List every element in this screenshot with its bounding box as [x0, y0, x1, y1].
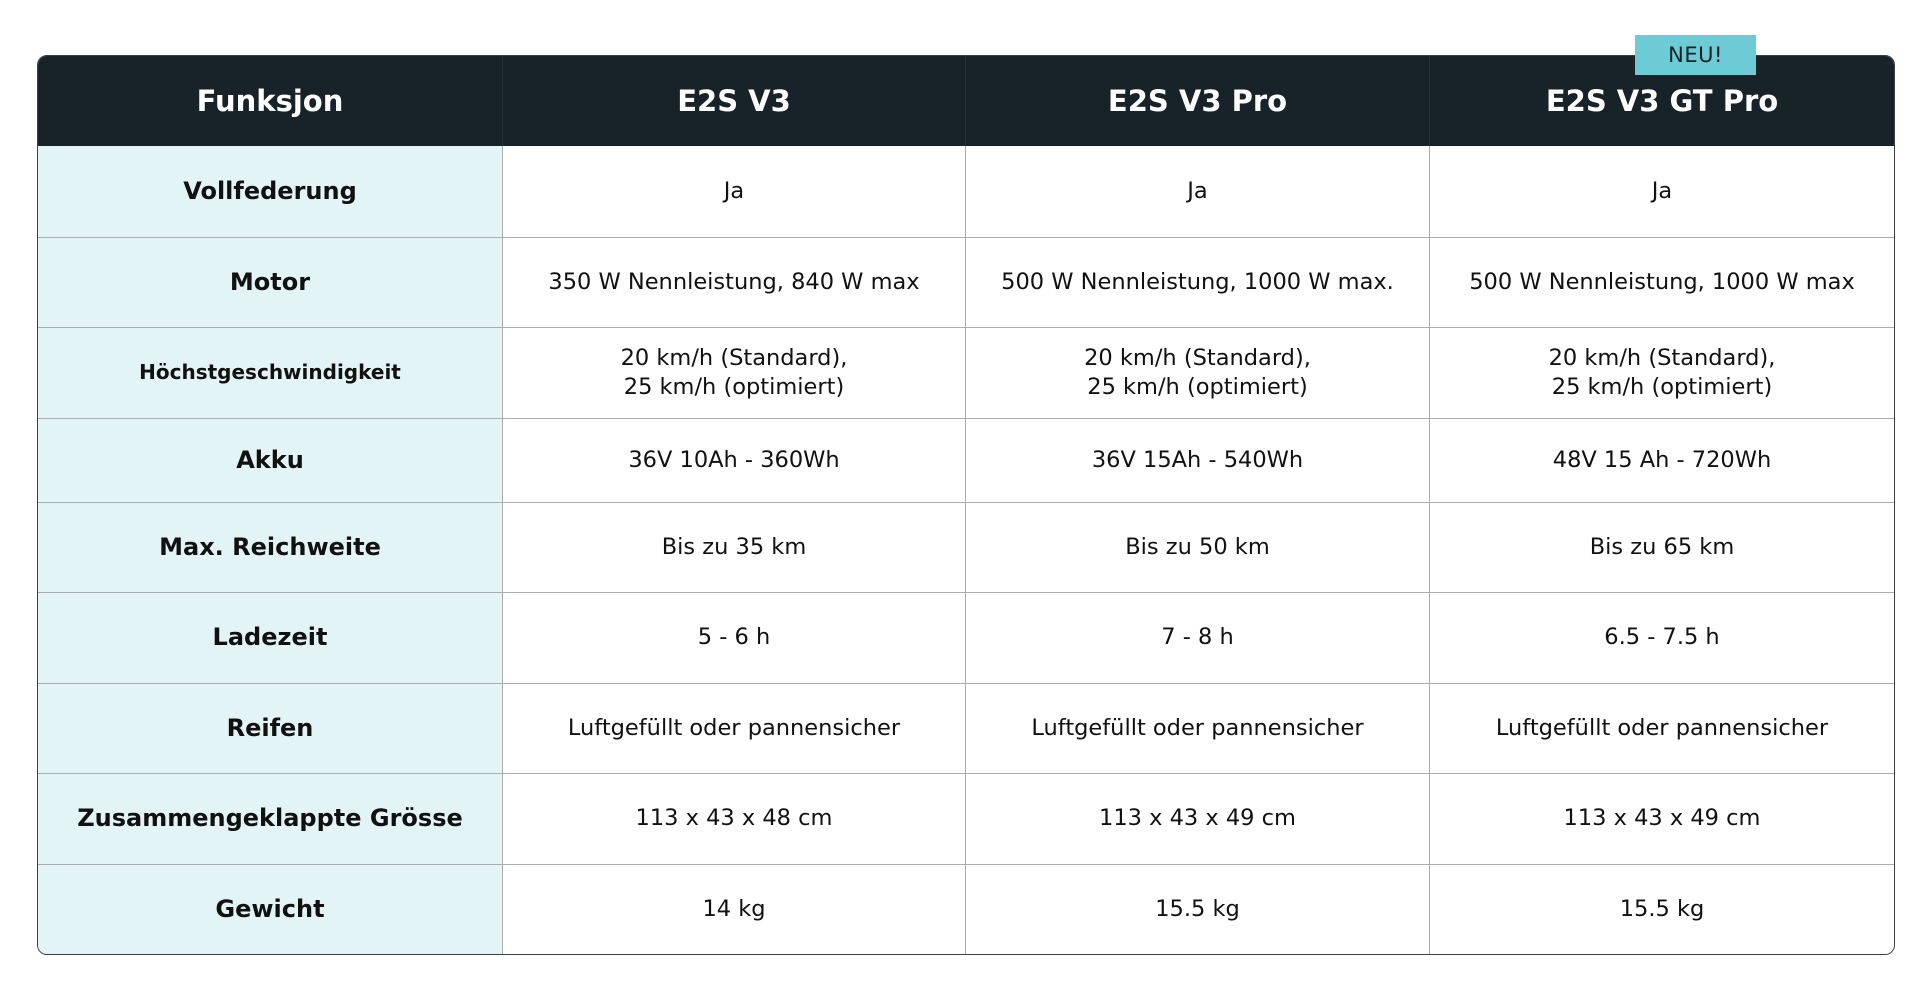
row-value: Luftgefüllt oder pannensicher — [503, 683, 966, 774]
row-feature: Ladezeit — [38, 592, 503, 683]
row-value: 500 W Nennleistung, 1000 W max. — [966, 237, 1430, 328]
table-row — [38, 683, 1894, 774]
row-value: 20 km/h (Standard), 25 km/h (optimiert) — [503, 327, 966, 418]
row-value: Bis zu 50 km — [966, 502, 1430, 593]
row-value: 113 x 43 x 48 cm — [503, 773, 966, 864]
row-value: Luftgefüllt oder pannensicher — [1430, 683, 1894, 774]
row-value: 15.5 kg — [1430, 864, 1894, 955]
row-value: 14 kg — [503, 864, 966, 955]
row-feature: Akku — [38, 418, 503, 502]
table-row — [38, 418, 1894, 502]
row-value: 113 x 43 x 49 cm — [1430, 773, 1894, 864]
row-feature: Vollfederung — [38, 146, 503, 237]
header-model-e2s-v3-pro: E2S V3 Pro — [966, 56, 1430, 146]
table-row — [38, 502, 1894, 593]
row-feature: Reifen — [38, 683, 503, 774]
row-feature: Gewicht — [38, 864, 503, 955]
new-badge: NEU! — [1635, 35, 1756, 75]
header-model-e2s-v3: E2S V3 — [503, 56, 966, 146]
row-value: 20 km/h (Standard), 25 km/h (optimiert) — [966, 327, 1430, 418]
table-row — [38, 327, 1894, 418]
row-value: 20 km/h (Standard), 25 km/h (optimiert) — [1430, 327, 1894, 418]
row-feature: Motor — [38, 237, 503, 328]
row-value: Luftgefüllt oder pannensicher — [966, 683, 1430, 774]
row-feature: Höchstgeschwindigkeit — [38, 327, 503, 418]
row-value: 36V 10Ah - 360Wh — [503, 418, 966, 502]
row-value: Ja — [966, 146, 1430, 237]
comparison-table — [37, 55, 1895, 955]
header-feature: Funksjon — [38, 56, 503, 146]
row-feature: Max. Reichweite — [38, 502, 503, 593]
row-value: Bis zu 65 km — [1430, 502, 1894, 593]
header-model-e2s-v3-gt-pro: E2S V3 GT Pro — [1430, 56, 1894, 146]
row-value: Ja — [503, 146, 966, 237]
row-value: 500 W Nennleistung, 1000 W max — [1430, 237, 1894, 328]
row-value: 6.5 - 7.5 h — [1430, 592, 1894, 683]
row-value: 7 - 8 h — [966, 592, 1430, 683]
row-value: Ja — [1430, 146, 1894, 237]
row-value: 48V 15 Ah - 720Wh — [1430, 418, 1894, 502]
row-value: 113 x 43 x 49 cm — [966, 773, 1430, 864]
row-value: 36V 15Ah - 540Wh — [966, 418, 1430, 502]
row-value: Bis zu 35 km — [503, 502, 966, 593]
row-feature: Zusammengeklappte Grösse — [38, 773, 503, 864]
table-row — [38, 864, 1894, 955]
table-row — [38, 237, 1894, 328]
table-header-row — [38, 56, 1894, 146]
row-value: 5 - 6 h — [503, 592, 966, 683]
row-value: 15.5 kg — [966, 864, 1430, 955]
table-row — [38, 146, 1894, 237]
comparison-table-container — [37, 43, 1893, 955]
row-value: 350 W Nennleistung, 840 W max — [503, 237, 966, 328]
table-row — [38, 592, 1894, 683]
table-row — [38, 773, 1894, 864]
